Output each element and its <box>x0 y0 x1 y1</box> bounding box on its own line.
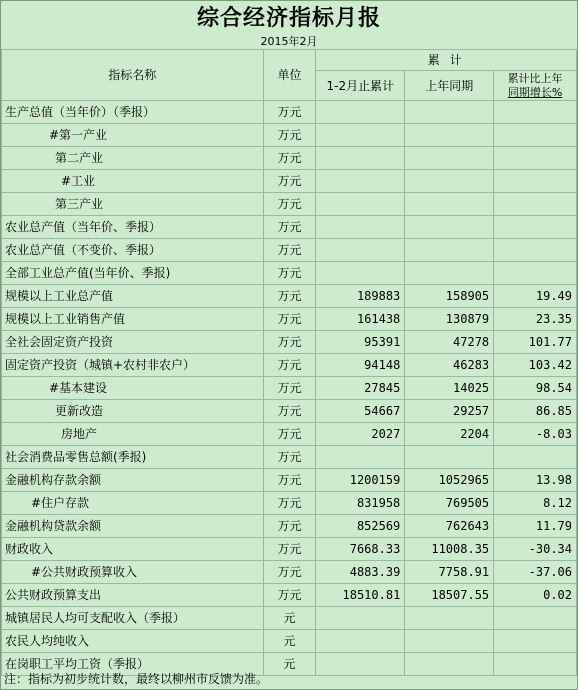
row-unit: 万元 <box>263 193 316 216</box>
row-indicator-name: 更新改造 <box>2 400 264 423</box>
row-unit: 万元 <box>263 308 316 331</box>
footnote: 注：指标为初步统计数，最终以柳州市反馈为准。 <box>4 672 269 686</box>
row-ytd-value <box>316 124 405 147</box>
row-growth-value <box>494 446 577 469</box>
row-prior-year-value: 46283 <box>405 354 494 377</box>
header-ytd-total: 1-2月止累计 <box>316 71 405 101</box>
row-prior-year-value <box>405 630 494 653</box>
table-row <box>2 561 577 584</box>
row-indicator-name: 全部工业总产值(当年价、季报) <box>2 262 264 285</box>
row-growth-value: 86.85 <box>494 400 577 423</box>
row-growth-value: 8.12 <box>494 492 577 515</box>
table-row <box>2 607 577 630</box>
row-ytd-value <box>316 653 405 676</box>
row-indicator-name: 公共财政预算支出 <box>2 584 264 607</box>
row-prior-year-value <box>405 653 494 676</box>
table-row <box>2 239 577 262</box>
row-prior-year-value <box>405 193 494 216</box>
row-prior-year-value: 29257 <box>405 400 494 423</box>
row-growth-value <box>494 170 577 193</box>
table-row <box>2 354 577 377</box>
row-prior-year-value <box>405 239 494 262</box>
row-ytd-value: 54667 <box>316 400 405 423</box>
row-indicator-name: 社会消费品零售总额(季报) <box>2 446 264 469</box>
row-unit: 万元 <box>263 400 316 423</box>
row-prior-year-value <box>405 446 494 469</box>
row-indicator-name: #住户存款 <box>2 492 264 515</box>
row-indicator-name: 在岗职工平均工资（季报） <box>2 653 264 676</box>
header-indicator-name: 指标名称 <box>2 50 264 101</box>
row-ytd-value: 7668.33 <box>316 538 405 561</box>
row-prior-year-value: 11008.35 <box>405 538 494 561</box>
row-ytd-value: 189883 <box>316 285 405 308</box>
row-ytd-value: 852569 <box>316 515 405 538</box>
table-row <box>2 446 577 469</box>
table-row <box>2 515 577 538</box>
row-unit: 万元 <box>263 216 316 239</box>
table-row <box>2 584 577 607</box>
row-ytd-value: 1200159 <box>316 469 405 492</box>
row-indicator-name: 金融机构贷款余额 <box>2 515 264 538</box>
row-ytd-value <box>316 607 405 630</box>
row-indicator-name: 城镇居民人均可支配收入（季报） <box>2 607 264 630</box>
row-unit: 万元 <box>263 446 316 469</box>
row-prior-year-value: 47278 <box>405 331 494 354</box>
row-ytd-value: 161438 <box>316 308 405 331</box>
row-growth-value: 19.49 <box>494 285 577 308</box>
row-unit: 万元 <box>263 515 316 538</box>
row-unit: 万元 <box>263 147 316 170</box>
row-indicator-name: 固定资产投资（城镇+农村非农户） <box>2 354 264 377</box>
row-prior-year-value: 130879 <box>405 308 494 331</box>
table-row <box>2 285 577 308</box>
row-ytd-value: 2027 <box>316 423 405 446</box>
row-ytd-value: 95391 <box>316 331 405 354</box>
report-period: 2015年2月 <box>1 35 577 50</box>
row-growth-value <box>494 101 577 124</box>
table-row <box>2 216 577 239</box>
row-growth-value: 13.98 <box>494 469 577 492</box>
row-ytd-value <box>316 630 405 653</box>
row-indicator-name: 第三产业 <box>2 193 264 216</box>
row-unit: 万元 <box>263 538 316 561</box>
row-ytd-value: 4883.39 <box>316 561 405 584</box>
row-prior-year-value: 7758.91 <box>405 561 494 584</box>
table-row <box>2 538 577 561</box>
table-row <box>2 170 577 193</box>
row-ytd-value <box>316 239 405 262</box>
row-indicator-name: 生产总值（当年价）（季报） <box>2 101 264 124</box>
row-growth-value <box>494 216 577 239</box>
row-indicator-name: #工业 <box>2 170 264 193</box>
row-prior-year-value <box>405 124 494 147</box>
row-growth-value <box>494 262 577 285</box>
row-ytd-value <box>316 170 405 193</box>
report-title: 综合经济指标月报 <box>196 5 381 31</box>
row-prior-year-value <box>405 170 494 193</box>
row-growth-value <box>494 193 577 216</box>
row-unit: 万元 <box>263 101 316 124</box>
table-row <box>2 469 577 492</box>
row-prior-year-value <box>405 101 494 124</box>
row-prior-year-value: 14025 <box>405 377 494 400</box>
row-indicator-name: #基本建设 <box>2 377 264 400</box>
row-indicator-name: 规模以上工业总产值 <box>2 285 264 308</box>
row-unit: 元 <box>263 607 316 630</box>
row-unit: 万元 <box>263 423 316 446</box>
row-unit: 万元 <box>263 124 316 147</box>
row-unit: 万元 <box>263 285 316 308</box>
row-indicator-name: 全社会固定资产投资 <box>2 331 264 354</box>
table-row <box>2 124 577 147</box>
row-unit: 万元 <box>263 354 316 377</box>
indicator-table <box>1 49 577 676</box>
row-ytd-value <box>316 446 405 469</box>
row-unit: 万元 <box>263 377 316 400</box>
row-growth-value: -37.06 <box>494 561 577 584</box>
row-ytd-value: 94148 <box>316 354 405 377</box>
row-ytd-value <box>316 193 405 216</box>
table-row <box>2 331 577 354</box>
header-growth-line1: 累计比上年 <box>507 71 563 85</box>
row-indicator-name: 农民人均纯收入 <box>2 630 264 653</box>
table-row <box>2 377 577 400</box>
row-prior-year-value <box>405 607 494 630</box>
row-indicator-name: 农业总产值（不变价、季报） <box>2 239 264 262</box>
row-unit: 万元 <box>263 584 316 607</box>
table-row <box>2 262 577 285</box>
row-unit: 万元 <box>263 331 316 354</box>
table-row <box>2 101 577 124</box>
row-ytd-value <box>316 147 405 170</box>
row-indicator-name: #第一产业 <box>2 124 264 147</box>
row-growth-value: 98.54 <box>494 377 577 400</box>
row-ytd-value: 831958 <box>316 492 405 515</box>
header-cumulative-group: 累 计 <box>316 50 577 71</box>
row-growth-value: -8.03 <box>494 423 577 446</box>
row-prior-year-value <box>405 262 494 285</box>
row-indicator-name: 金融机构存款余额 <box>2 469 264 492</box>
table-row <box>2 147 577 170</box>
row-prior-year-value <box>405 147 494 170</box>
row-indicator-name: 财政收入 <box>2 538 264 561</box>
row-growth-value <box>494 124 577 147</box>
table-row <box>2 630 577 653</box>
row-growth-value: 101.77 <box>494 331 577 354</box>
row-indicator-name: #公共财政预算收入 <box>2 561 264 584</box>
row-indicator-name: 房地产 <box>2 423 264 446</box>
row-ytd-value <box>316 262 405 285</box>
row-prior-year-value: 769505 <box>405 492 494 515</box>
header-unit: 单位 <box>263 50 316 101</box>
row-growth-value <box>494 607 577 630</box>
row-unit: 万元 <box>263 239 316 262</box>
row-prior-year-value: 2204 <box>405 423 494 446</box>
row-unit: 元 <box>263 653 316 676</box>
row-unit: 万元 <box>263 561 316 584</box>
table-row <box>2 400 577 423</box>
table-row <box>2 423 577 446</box>
row-ytd-value <box>316 216 405 239</box>
row-growth-value: 23.35 <box>494 308 577 331</box>
row-growth-value: 103.42 <box>494 354 577 377</box>
row-ytd-value: 18510.81 <box>316 584 405 607</box>
row-growth-value <box>494 630 577 653</box>
row-ytd-value: 27845 <box>316 377 405 400</box>
row-growth-value <box>494 239 577 262</box>
table-row <box>2 308 577 331</box>
row-growth-value: 0.02 <box>494 584 577 607</box>
row-unit: 万元 <box>263 170 316 193</box>
row-unit: 万元 <box>263 492 316 515</box>
header-growth-rate <box>494 71 577 101</box>
row-unit: 万元 <box>263 262 316 285</box>
row-unit: 万元 <box>263 469 316 492</box>
header-growth-line2: 同期增长% <box>507 85 563 99</box>
row-prior-year-value: 1052965 <box>405 469 494 492</box>
row-growth-value: -30.34 <box>494 538 577 561</box>
table-row <box>2 193 577 216</box>
row-prior-year-value <box>405 216 494 239</box>
row-indicator-name: 农业总产值（当年价、季报） <box>2 216 264 239</box>
row-indicator-name: 规模以上工业销售产值 <box>2 308 264 331</box>
table-row <box>2 492 577 515</box>
row-prior-year-value: 158905 <box>405 285 494 308</box>
header-prior-year: 上年同期 <box>405 71 494 101</box>
row-growth-value <box>494 653 577 676</box>
row-indicator-name: 第二产业 <box>2 147 264 170</box>
row-prior-year-value: 18507.55 <box>405 584 494 607</box>
row-growth-value <box>494 147 577 170</box>
row-prior-year-value: 762643 <box>405 515 494 538</box>
row-growth-value: 11.79 <box>494 515 577 538</box>
row-unit: 元 <box>263 630 316 653</box>
row-ytd-value <box>316 101 405 124</box>
